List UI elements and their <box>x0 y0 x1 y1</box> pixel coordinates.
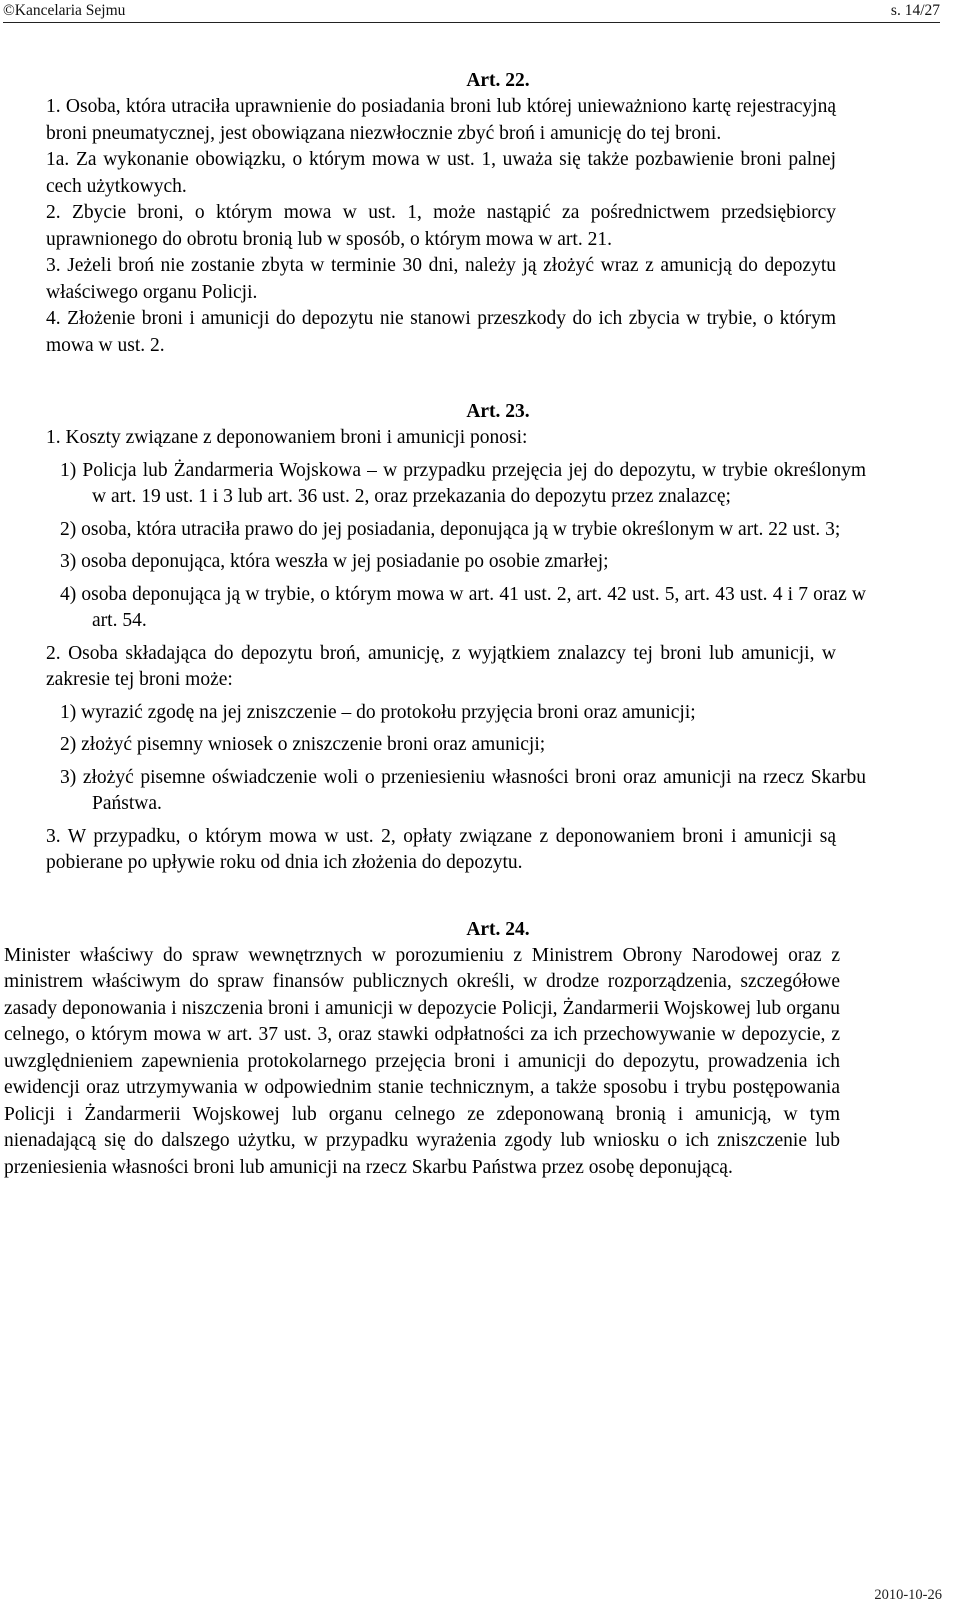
article-title: Art. 22. <box>466 70 530 91</box>
list-item: 3) złożyć pisemne oświadczenie woli o przeniesieniu własności broni oraz amunicji na rzecz Skarbu Państwa. <box>60 766 866 814</box>
list-item: 2) osoba, która utraciła prawo do jej posiadania, deponująca ją w trybie określonym w art. 22 ust. 3; <box>60 518 841 540</box>
paragraph: 1. Osoba, która utraciła uprawnienie do posiadania broni lub której unieważniono kartę rejestracyjną broni pneumatycznej, jest obowiązana niezwłocznie zbyć broń i amunicję do tej broni. <box>46 96 836 144</box>
paragraph: 2. Osoba składająca do depozytu broń, amunicję, z wyjątkiem znalazcy tej broni lub amunicji, w zakresie tej broni może: <box>46 642 836 690</box>
article-title: Art. 23. <box>466 401 530 422</box>
list-item: 4) osoba deponująca ją w trybie, o którym mowa w art. 41 ust. 2, art. 42 ust. 5, art. 43 ust. 4 i 7 oraz w art. 54. <box>60 583 866 631</box>
paragraph: Minister właściwy do spraw wewnętrznych w porozumieniu z Ministrem Obrony Narodowej oraz z ministrem właściwym do spraw finansów publicznych określi, w drodze rozporządzenia, szczegółowe zasady deponowania i niszczenia broni i amunicji w depozycie Policji, Żandarmerii Wojskowej lub organu celnego, o którym mowa w art. 37 ust. 3, oraz stawki odpłatności za ich przechowywanie w depozycie, z uwzględnieniem zapewnienia protokolarnego przejęcia broni i amunicji do depozytu, prowadzenia ich ewidencji oraz utrzymywania w odpowiednim stanie technicznym, a także sposobu i trybu postępowania Policji i Żandarmerii Wojskowej lub organu celnego ze zdeponowaną bronią i amunicją, w tym nienadającą się do dalszego użytku, w przypadku wyrażenia zgody lub wniosku o ich zniszczenie lub przeniesienia własności broni lub amunicji na rzecz Skarbu Państwa przez osobę deponującą. <box>4 944 840 1178</box>
list-item: 1) wyrazić zgodę na jej zniszczenie – do protokołu przyjęcia broni oraz amunicji; <box>60 701 696 723</box>
paragraph: 3. Jeżeli broń nie zostanie zbyta w terminie 30 dni, należy ją złożyć wraz z amunicją do depozytu właściwego organu Policji. <box>46 255 836 303</box>
list-item: 3) osoba deponująca, która weszła w jej posiadanie po osobie zmarłej; <box>60 551 609 572</box>
list-item: 2) złożyć pisemny wniosek o zniszczenie broni oraz amunicji; <box>60 734 546 755</box>
header-page-number: s. 14/27 <box>890 2 940 19</box>
header-source: ©Kancelaria Sejmu <box>3 2 126 19</box>
paragraph: 3. W przypadku, o którym mowa w ust. 2, opłaty związane z deponowaniem broni i amunicji są pobierane po upływie roku od dnia ich złożenia do depozytu. <box>46 825 836 873</box>
paragraph: 1. Koszty związane z deponowaniem broni i amunicji ponosi: <box>46 427 528 448</box>
document-date: 2010-10-26 <box>874 1587 942 1603</box>
article-title: Art. 24. <box>466 918 530 940</box>
header-rule <box>3 22 940 23</box>
paragraph: 4. Złożenie broni i amunicji do depozytu nie stanowi przeszkody do ich zbycia w trybie, o którym mowa w ust. 2. <box>46 308 836 356</box>
paragraph: 2. Zbycie broni, o którym mowa w ust. 1, może nastąpić za pośrednictwem przedsiębiorcy uprawnionego do obrotu bronią lub w sposób, o którym mowa w art. 21. <box>46 202 836 250</box>
document-body <box>0 68 960 1181</box>
list-item: 1) Policja lub Żandarmeria Wojskowa – w przypadku przejęcia jej do depozytu, w trybie określonym w art. 19 ust. 1 i 3 lub art. 36 ust. 2, oraz przekazania do depozytu przez znalazcę; <box>60 459 866 507</box>
paragraph: 1a. Za wykonanie obowiązku, o którym mowa w ust. 1, uważa się także pozbawienie broni palnej cech użytkowych. <box>46 149 836 197</box>
